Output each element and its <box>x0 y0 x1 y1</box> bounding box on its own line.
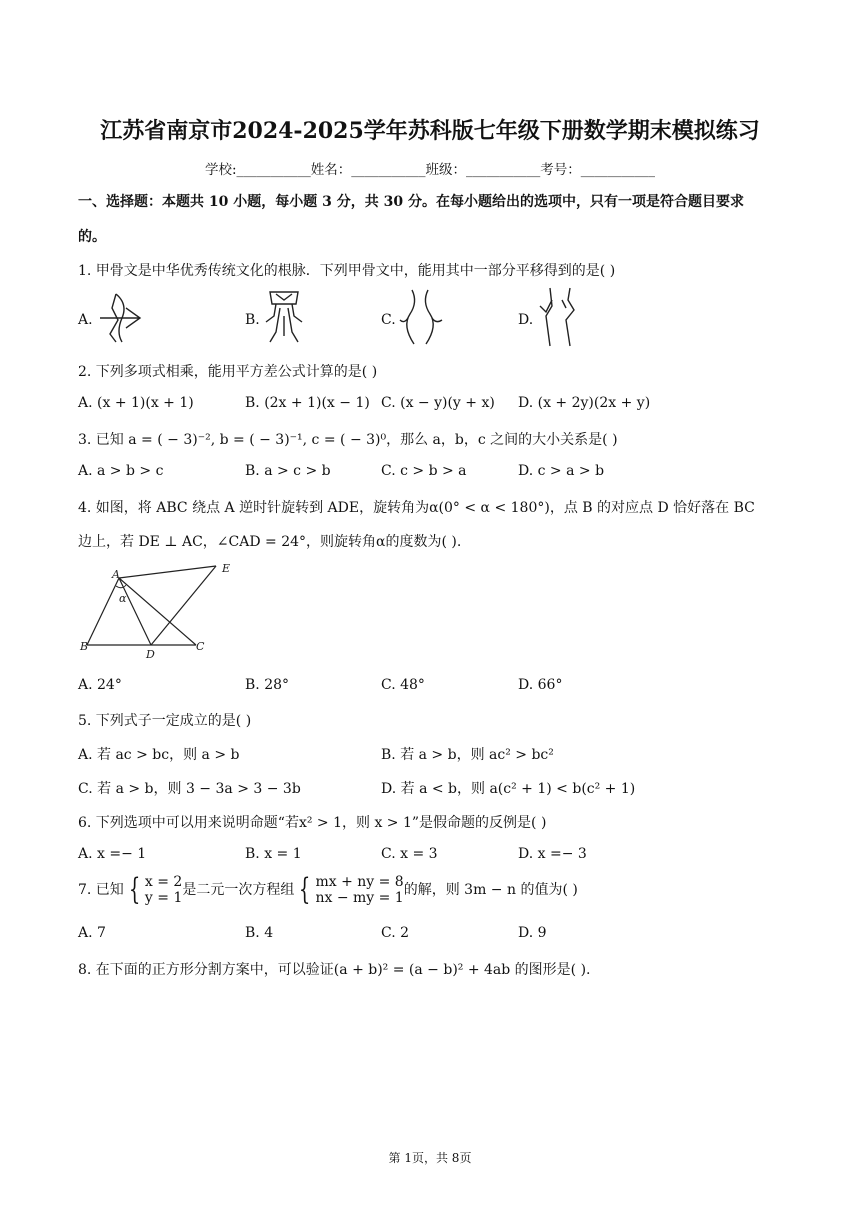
brace-1: { <box>128 872 141 907</box>
q5-option-b: B. 若 a > b，则 ac² > bc² <box>381 747 554 763</box>
q2-option-a: A. (x + 1)(x + 1) <box>78 395 194 411</box>
q6-option-b: B. x = 1 <box>245 846 302 862</box>
q4-option-d: D. 66° <box>518 677 563 693</box>
q7-option-a: A. 7 <box>78 925 106 941</box>
section-heading-cont: 的。 <box>78 229 106 245</box>
q2-option-b: B. (2x + 1)(x − 1) <box>245 395 370 411</box>
question-6: 6. 下列选项中可以用来说明命题“若x² > 1，则 x > 1”是假命题的反例是( ) <box>78 815 547 831</box>
page-footer: 第 1页，共 8页 <box>388 1151 472 1165</box>
q7-sys2-row1: mx + ny = 8 <box>315 874 404 890</box>
q1-option-c: C. <box>381 312 396 328</box>
student-info-line: 学校:___________姓名：___________班级：___________考号：___________ <box>204 162 656 178</box>
oracle-glyph-d <box>536 286 584 348</box>
question-2: 2. 下列多项式相乘，能用平方差公式计算的是( ) <box>78 364 378 380</box>
section-heading: 一、选择题：本题共 10 小题，每小题 3 分，共 30 分。在每小题给出的选项中，只有一项是符合题目要求 <box>78 194 744 210</box>
label-a: A <box>112 568 120 581</box>
rotation-triangle-figure <box>76 558 246 664</box>
q7-option-d: D. 9 <box>518 925 547 941</box>
q4-option-a: A. 24° <box>78 677 122 693</box>
q6-option-a: A. x =− 1 <box>78 846 147 862</box>
q3-option-b: B. a > c > b <box>245 463 331 479</box>
q7-system-equations <box>315 874 403 906</box>
q7-prefix: 7. 已知 <box>78 882 124 898</box>
q3-option-c: C. c > b > a <box>381 463 467 479</box>
question-7 <box>78 874 578 906</box>
label-e: E <box>222 562 231 575</box>
q1-option-d: D. <box>518 312 534 328</box>
question-8: 8. 在下面的正方形分割方案中，可以验证(a + b)² = (a − b)² + 4ab 的图形是( ). <box>78 962 591 978</box>
q7-suffix: 的解，则 3m − n 的值为( ) <box>403 882 578 898</box>
label-b: B <box>80 640 89 653</box>
q3-option-a: A. a > b > c <box>78 463 164 479</box>
q1-option-b: B. <box>245 312 260 328</box>
q4-option-c: C. 48° <box>381 677 425 693</box>
q2-option-c: C. (x − y)(y + x) <box>381 395 495 411</box>
label-d: D <box>146 648 155 661</box>
brace-2: { <box>299 872 311 907</box>
q7-sys1-row1: x = 2 <box>144 874 183 890</box>
q7-middle: 是二元一次方程组 <box>182 882 295 898</box>
question-5: 5. 下列式子一定成立的是( ) <box>78 713 252 729</box>
label-c: C <box>196 640 205 653</box>
q1-option-a: A. <box>78 312 93 328</box>
q7-sys2-row2: nx − my = 1 <box>315 890 404 906</box>
q6-option-d: D. x =− 3 <box>518 846 587 862</box>
q5-option-a: A. 若 ac > bc，则 a > b <box>78 747 240 763</box>
page-title: 江苏省南京市2024-2025学年苏科版七年级下册数学期末模拟练习 <box>100 118 760 144</box>
oracle-glyph-b <box>262 288 306 348</box>
oracle-glyph-c <box>398 288 444 348</box>
q5-option-c: C. 若 a > b，则 3 − 3a > 3 − 3b <box>78 781 301 797</box>
q2-option-d: D. (x + 2y)(2x + y) <box>518 395 651 411</box>
q5-option-d: D. 若 a < b，则 a(c² + 1) < b(c² + 1) <box>381 781 636 797</box>
q7-option-b: B. 4 <box>245 925 274 941</box>
q6-option-c: C. x = 3 <box>381 846 438 862</box>
question-4: 4. 如图，将 ABC 绕点 A 逆时针旋转到 ADE，旋转角为α(0° < α < 180°)，点 B 的对应点 D 恰好落在 BC <box>78 500 755 516</box>
q7-sys1-row2: y = 1 <box>144 890 183 906</box>
q7-system-solution <box>145 874 182 906</box>
label-alpha: α <box>119 592 127 605</box>
q3-option-d: D. c > a > b <box>518 463 605 479</box>
q7-option-c: C. 2 <box>381 925 410 941</box>
question-4-cont: 边上，若 DE ⊥ AC，∠CAD = 24°，则旋转角α的度数为( ). <box>78 534 462 550</box>
question-1: 1. 甲骨文是中华优秀传统文化的根脉．下列甲骨文中，能用其中一部分平移得到的是( ) <box>78 263 616 279</box>
oracle-glyph-a <box>96 290 146 346</box>
q4-option-b: B. 28° <box>245 677 290 693</box>
question-3: 3. 已知 a = ( − 3)⁻², b = ( − 3)⁻¹, c = ( − 3)⁰，那么 a，b，c 之间的大小关系是( ) <box>78 432 618 448</box>
